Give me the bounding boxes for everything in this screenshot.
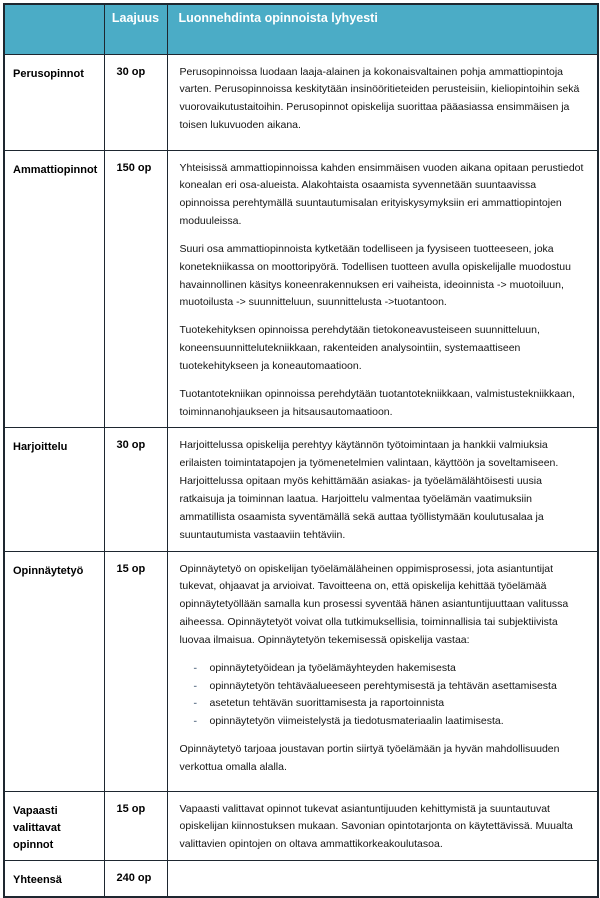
table-row [4, 551, 598, 791]
table-row [4, 791, 598, 861]
table-row [4, 54, 598, 150]
row-extent: 150 op [104, 150, 167, 428]
table-body [4, 54, 598, 897]
row-description [167, 54, 598, 150]
description-paragraph: Tuotekehityksen opinnoissa perehdytään tietokoneavusteiseen suunnitteluun, koneensuunnittelutekniikkaan, rakenteiden analysointiin, systemaattiseen tuotekehitykseen ja koneautomaatioon. [179, 324, 540, 372]
description-paragraph: Perusopinnoissa luodaan laaja-alainen ja kokonaisvaltainen pohja ammattiopintoja varten. Perusopinnoissa keskitytään insinööritieteiden perusteisiin, kieliopintoihin sekä vuorovaikutustaitoihin. Perusopinnot opiskelija suorittaa pääasiassa ensimmäisen ja toisen lukuvuoden aikana. [179, 65, 580, 132]
row-extent: 15 op [104, 551, 167, 791]
row-description [167, 791, 598, 861]
description-paragraph: Suuri osa ammattiopinnoista kytketään todelliseen ja fyysiseen tuotteeseen, joka konetekniikassa on moottoripyörä. Todellisen tuotteen avulla opiskelijalle muodostuu havainnollinen käsitys koneenrakennuksen eri vaiheista, ideoinnista -> muotoiluun, muotoilusta -> suunnitteluun, suunnittelusta ->tuotantoon. [179, 242, 571, 309]
dash-list-item: - opinnäytetyön viimeistelystä ja tiedotusmateriaalin laatimisesta. [194, 713, 588, 731]
dash-list-item: - opinnäytetyöidean ja työelämäyhteyden hakemisesta [194, 660, 588, 678]
row-label: Perusopinnot [4, 54, 104, 150]
row-description [167, 150, 598, 428]
row-label: Vapaasti valittavat opinnot [4, 791, 104, 861]
row-label: Harjoittelu [4, 428, 104, 551]
dash-list-item: - opinnäytetyön tehtäväalueeseen perehtymisestä ja tehtävän asettamisesta [194, 678, 588, 696]
row-extent: 15 op [104, 791, 167, 861]
header-cell-category [4, 4, 104, 54]
description-paragraph: Opinnäytetyö tarjoaa joustavan portin siirtyä työelämään ja hyvän mahdollisuuden verkottua omalla alalla. [179, 743, 560, 773]
row-label: Ammattiopinnot [4, 150, 104, 428]
dash-list-item: - asetetun tehtävän suorittamisesta ja raportoinnista [194, 695, 588, 713]
row-description [167, 428, 598, 551]
row-label: Opinnäytetyö [4, 551, 104, 791]
table-row [4, 861, 598, 897]
table-row [4, 428, 598, 551]
row-description [167, 861, 598, 897]
row-extent: 30 op [104, 54, 167, 150]
header-cell-description: Luonnehdinta opinnoista lyhyesti [167, 4, 598, 54]
table-header [4, 4, 598, 54]
row-extent: 30 op [104, 428, 167, 551]
description-paragraph: Vapaasti valittavat opinnot tukevat asiantuntijuuden kehittymistä ja suuntautuvat opiskelijan kiinnostuksen mukaan. Savonian opintotarjonta on käytettävissä. Muualta valittavien opintojen on oltava ammattikorkeakoulutasoa. [179, 802, 573, 851]
header-cell-extent: Laajuus [104, 4, 167, 54]
description-paragraph: Tuotantotekniikan opinnoissa perehdytään tuotantotekniikkaan, valmistustekniikkaan, toiminnanohjaukseen ja hitsausautomaatioon. [179, 387, 575, 418]
row-extent: 240 op [104, 861, 167, 897]
description-paragraph: Opinnäytetyö on opiskelijan työelämäläheinen oppimisprosessi, jota asiantuntijat tukevat, ohjaavat ja arvioivat. Tavoitteena on, että opiskelija kehittää työelämää opinnäytetyöllään samalla kun prosessi syventää hänen asiantuntijuuttaan valitussa aiheessa. Opinnäytetyöt voivat olla tutkimuksellisia, toiminnallisia tai subjektiivista luovaa ilmaisua. Opinnäytetyön tekemisessä opiskelija vastaa: [179, 562, 569, 646]
study-structure-table [3, 3, 599, 898]
dash-list [180, 660, 588, 731]
row-label: Yhteensä [4, 861, 104, 897]
header-row [4, 4, 598, 54]
table-row [4, 150, 598, 428]
row-description [167, 551, 598, 791]
description-paragraph: Harjoittelussa opiskelija perehtyy käytännön työtoimintaan ja hankkii valmiuksia erilaisten toimintatapojen ja työmenetelmien valintaan, käyttöön ja soveltamiseen. Harjoittelussa opitaan myös kehittämään asiakas- ja työelämälähtöisesti uusia ratkaisuja ja toiminnan laatua. Harjoittelu valmentaa työelämän vaatimuksiin ammatillista osaamista syventämällä sekä auttaa työllistymään koulutusalaa ja suuntautumista vastaaviin tehtäviin. [179, 439, 559, 541]
description-paragraph: Yhteisissä ammattiopinnoissa kahden ensimmäisen vuoden aikana opitaan perustiedot konealan eri osa-alueista. Alakohtaista osaamista syvennetään suuntaavissa opinnoissa perehtymällä suuntautumisalan erityiskysymyksiin eri ammattiopintojen moduuleissa. [179, 161, 584, 228]
